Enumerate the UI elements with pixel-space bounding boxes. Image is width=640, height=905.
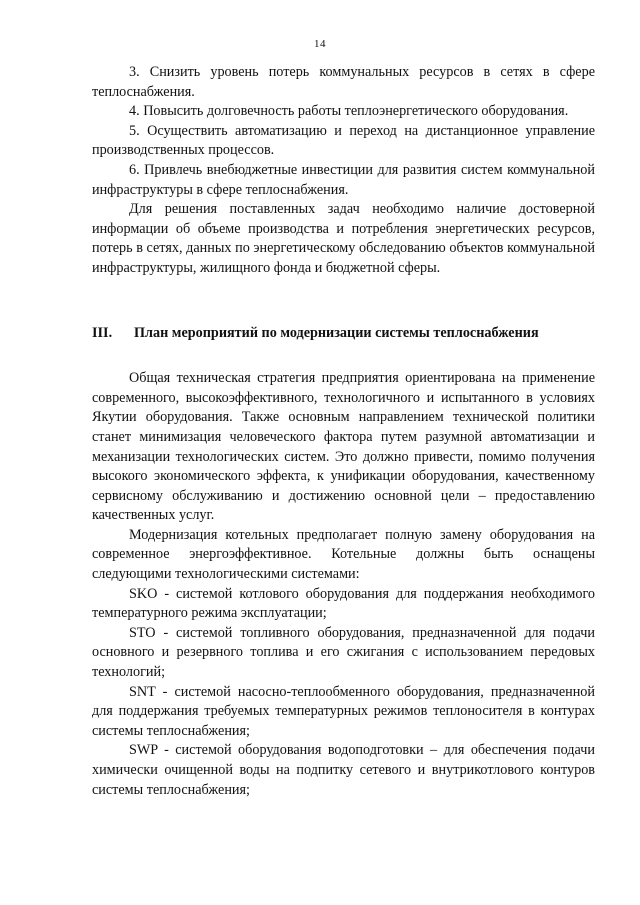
paragraph-item-5: 5. Осуществить автоматизацию и переход на дистанционное управление производственных процессов. xyxy=(92,122,595,159)
paragraph-data-requirements: Для решения поставленных задач необходимо наличие достоверной информации об объеме производства и потребления энергетических ресурсов, потерь в сетях, данных по энергетическому обследованию объектов коммунальной инфраструктуры, жилищного фонда и бюджетной сферы. xyxy=(92,201,595,276)
paragraph-snt: SNT - системой насосно-теплообменного оборудования, предназначенной для поддержания требуемых температурных режимов теплоносителя в контурах системы теплоснабжения; xyxy=(92,683,595,739)
paragraph-sko: SKO - системой котлового оборудования для поддержания необходимого температурного режима эксплуатации; xyxy=(92,585,595,622)
paragraph-item-4: 4. Повысить долговечность работы теплоэнергетического оборудования. xyxy=(129,103,569,120)
paragraph-item-6: 6. Привлечь внебюджетные инвестиции для развития систем коммунальной инфраструктуры в сфере теплоснабжения. xyxy=(92,161,595,198)
paragraph-sto: STO - системой топливного оборудования, предназначенной для подачи основного и резервного топлива и его сжигания с использованием передовых технологий; xyxy=(92,624,595,681)
paragraph-item-3: 3. Снизить уровень потерь коммунальных ресурсов в сетях в сфере теплоснабжения. xyxy=(92,64,595,100)
document-body xyxy=(92,63,595,800)
section-number: III. xyxy=(92,324,113,341)
section-title: План мероприятий по модернизации системы теплоснабжения xyxy=(134,324,539,341)
paragraph-modernization: Модернизация котельных предполагает полную замену оборудования на современное энергоэффективное. Котельные должны быть оснащены следующими технологическими системами: xyxy=(92,526,595,583)
paragraph-strategy: Общая техническая стратегия предприятия ориентирована на применение современного, высокоэффективного, технологичного и испытанного в условиях Якутии оборудования. Также основным направлением технической политики станет минимизация человеческого фактора путем разумной автоматизации и механизации технологических систем. Это должно привести, помимо получения высокого экономического эффекта, к унификации оборудования, качественному сервисному обслуживанию и достижению основной цели – предоставлению качественных услуг. xyxy=(92,370,595,524)
page-number: 14 xyxy=(314,38,326,50)
section-heading xyxy=(92,324,595,344)
paragraph-swp: SWP - системой оборудования водоподготовки – для обеспечения подачи химически очищенной воды на подпитку сетевого и внутрикотлового контуров системы теплоснабжения; xyxy=(92,742,595,798)
